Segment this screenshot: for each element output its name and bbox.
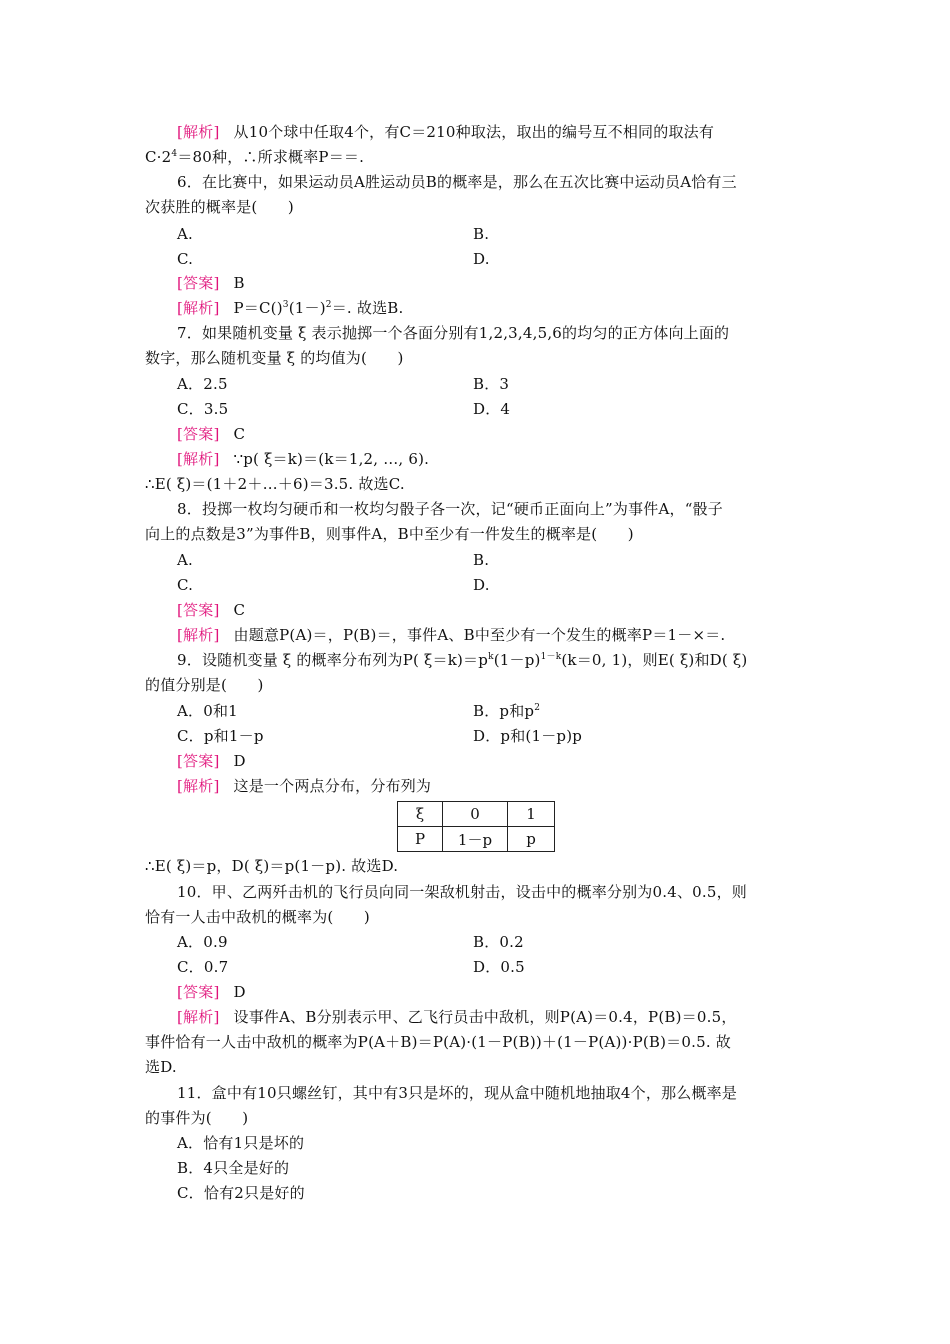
- q9-option-c: C．p和1－p: [177, 727, 264, 745]
- q6-stem-line-1: 6．在比赛中，如果运动员A胜运动员B的概率是，那么在五次比赛中运动员A恰有三: [177, 173, 737, 191]
- q7-option-d: D．4: [473, 400, 511, 418]
- q9-analysis-line: [177, 776, 431, 796]
- q8-option-c: C.: [177, 576, 194, 594]
- table-cell: ξ: [398, 802, 443, 827]
- answer-tag: [答案]: [177, 752, 220, 770]
- q10-analysis-1: 设事件A、B分别表示甲、乙飞行员击中敌机，则P(A)＝0.4，P(B)＝0.5，: [233, 1008, 737, 1026]
- q9-option-b-exp: 2: [534, 703, 541, 713]
- q9-stem-b: (1－p): [493, 651, 541, 669]
- q7-analysis-line: [177, 449, 429, 469]
- q6-answer-line: [177, 273, 245, 293]
- q6-exp-2: 2: [325, 300, 332, 310]
- q8-answer: C: [233, 601, 246, 619]
- q6-answer: B: [233, 274, 245, 292]
- table-cell: P: [398, 827, 443, 852]
- q6-stem-line-2: 次获胜的概率是( ): [145, 198, 294, 216]
- table-cell: 0: [443, 802, 508, 827]
- q10-analysis-line-3: 选D.: [145, 1058, 177, 1076]
- q11-stem-line-2: 的事件为( ): [145, 1109, 249, 1127]
- q9-conclusion: ∴E( ξ)＝p，D( ξ)＝p(1－p). 故选D.: [145, 857, 399, 875]
- q8-analysis: 由题意P(A)＝，P(B)＝，事件A、B中至少有一个发生的概率P＝1－×＝.: [233, 626, 726, 644]
- q8-answer-line: [177, 600, 245, 620]
- q6-option-a: A.: [177, 225, 194, 243]
- q7-option-b: B．3: [473, 375, 510, 393]
- q9-option-d: D．p和(1－p)p: [473, 727, 583, 745]
- q5-exponent: 4: [171, 149, 178, 159]
- analysis-tag: [解析]: [177, 777, 220, 795]
- answer-tag: [答案]: [177, 601, 220, 619]
- q9-answer: D: [233, 752, 246, 770]
- answer-tag: [答案]: [177, 983, 220, 1001]
- table-cell: 1: [508, 802, 555, 827]
- q9-exp-1: k: [488, 652, 494, 662]
- q6-analysis-line: [177, 298, 403, 318]
- distribution-table: [397, 801, 555, 852]
- analysis-tag: [解析]: [177, 450, 220, 468]
- q7-answer-line: [177, 424, 245, 444]
- q11-option-b: B．4只全是好的: [177, 1159, 290, 1177]
- q9-stem-line-1: [177, 650, 747, 670]
- q6-analysis-b: (1－): [288, 299, 326, 317]
- q6-exp-1: 3: [282, 300, 289, 310]
- q6-option-c: C.: [177, 250, 194, 268]
- analysis-tag: [解析]: [177, 123, 220, 141]
- table-row: [398, 802, 555, 827]
- q8-analysis-line: [177, 625, 725, 645]
- q7-option-a: A．2.5: [177, 375, 228, 393]
- q10-answer-line: [177, 982, 246, 1002]
- q7-answer: C: [233, 425, 246, 443]
- q9-answer-line: [177, 751, 246, 771]
- q10-answer: D: [233, 983, 246, 1001]
- q9-option-b-text: B．p和p: [473, 702, 535, 720]
- q6-option-b: B.: [473, 225, 490, 243]
- table-cell: 1－p: [443, 827, 508, 852]
- analysis-tag: [解析]: [177, 299, 220, 317]
- q6-option-d: D.: [473, 250, 490, 268]
- q5-analysis-line: [177, 122, 714, 142]
- q11-option-a: A．恰有1只是坏的: [177, 1134, 305, 1152]
- q10-option-c: C．0.7: [177, 958, 229, 976]
- q8-option-d: D.: [473, 576, 490, 594]
- q8-stem-line-1: 8．投掷一枚均匀硬币和一枚均匀骰子各一次，记“硬币正面向上”为事件A，“骰子: [177, 500, 723, 518]
- q6-analysis-a: P＝C(): [233, 299, 283, 317]
- q10-option-b: B．0.2: [473, 933, 524, 951]
- analysis-tag: [解析]: [177, 626, 220, 644]
- q6-analysis-c: ＝. 故选B.: [331, 299, 404, 317]
- q10-analysis-line: [177, 1007, 737, 1027]
- q9-stem-c: (k＝0, 1)，则E( ξ)和D( ξ): [561, 651, 748, 669]
- q9-analysis: 这是一个两点分布，分布列为: [233, 777, 432, 795]
- q5-analysis-line-2: [145, 147, 364, 167]
- q10-option-a: A．0.9: [177, 933, 228, 951]
- q7-analysis: ∵p( ξ＝k)＝(k＝1,2, …, 6).: [233, 450, 430, 468]
- table-cell: p: [508, 827, 555, 852]
- q7-stem-line-2: 数字，那么随机变量 ξ 的均值为( ): [145, 349, 404, 367]
- q5-analysis-text-2a: C·2: [145, 148, 172, 166]
- table-row: [398, 827, 555, 852]
- q10-stem-line-2: 恰有一人击中敌机的概率为( ): [145, 908, 370, 926]
- q7-option-c: C．3.5: [177, 400, 229, 418]
- q11-stem-line-1: 11．盒中有10只螺丝钉，其中有3只是坏的，现从盒中随机地抽取4个，那么概率是: [177, 1084, 738, 1102]
- q9-option-a: A．0和1: [177, 702, 238, 720]
- q8-stem-line-2: 向上的点数是3”为事件B，则事件A，B中至少有一件发生的概率是( ): [145, 525, 634, 543]
- q10-option-d: D．0.5: [473, 958, 525, 976]
- q7-stem-line-1: 7．如果随机变量 ξ 表示抛掷一个各面分别有1,2,3,4,5,6的均匀的正方体向上面的: [177, 324, 730, 342]
- analysis-tag: [解析]: [177, 1008, 220, 1026]
- q9-stem-line-2: 的值分别是( ): [145, 676, 264, 694]
- q9-stem-a: 9．设随机变量 ξ 的概率分布列为P( ξ＝k)＝p: [177, 651, 489, 669]
- q5-analysis-text: 从10个球中任取4个，有C＝210种取法，取出的编号互不相同的取法有: [233, 123, 715, 141]
- q10-analysis-line-2: 事件恰有一人击中敌机的概率为P(A＋B)＝P(A)·(1－P(B))＋(1－P(A))·P(B)＝0.5. 故: [145, 1033, 731, 1051]
- q8-option-b: B.: [473, 551, 490, 569]
- q5-analysis-text-2b: ＝80种，∴所求概率P＝＝.: [177, 148, 365, 166]
- q7-conclusion: ∴E( ξ)＝(1＋2＋…＋6)＝3.5. 故选C.: [145, 475, 405, 493]
- answer-tag: [答案]: [177, 274, 220, 292]
- q11-option-c: C．恰有2只是好的: [177, 1184, 305, 1202]
- answer-tag: [答案]: [177, 425, 220, 443]
- q9-exp-2: 1－k: [540, 652, 562, 662]
- q8-option-a: A.: [177, 551, 194, 569]
- q10-stem-line-1: 10．甲、乙两歼击机的飞行员向同一架敌机射击，设击中的概率分别为0.4、0.5，则: [177, 883, 748, 901]
- q9-option-b: [473, 701, 540, 721]
